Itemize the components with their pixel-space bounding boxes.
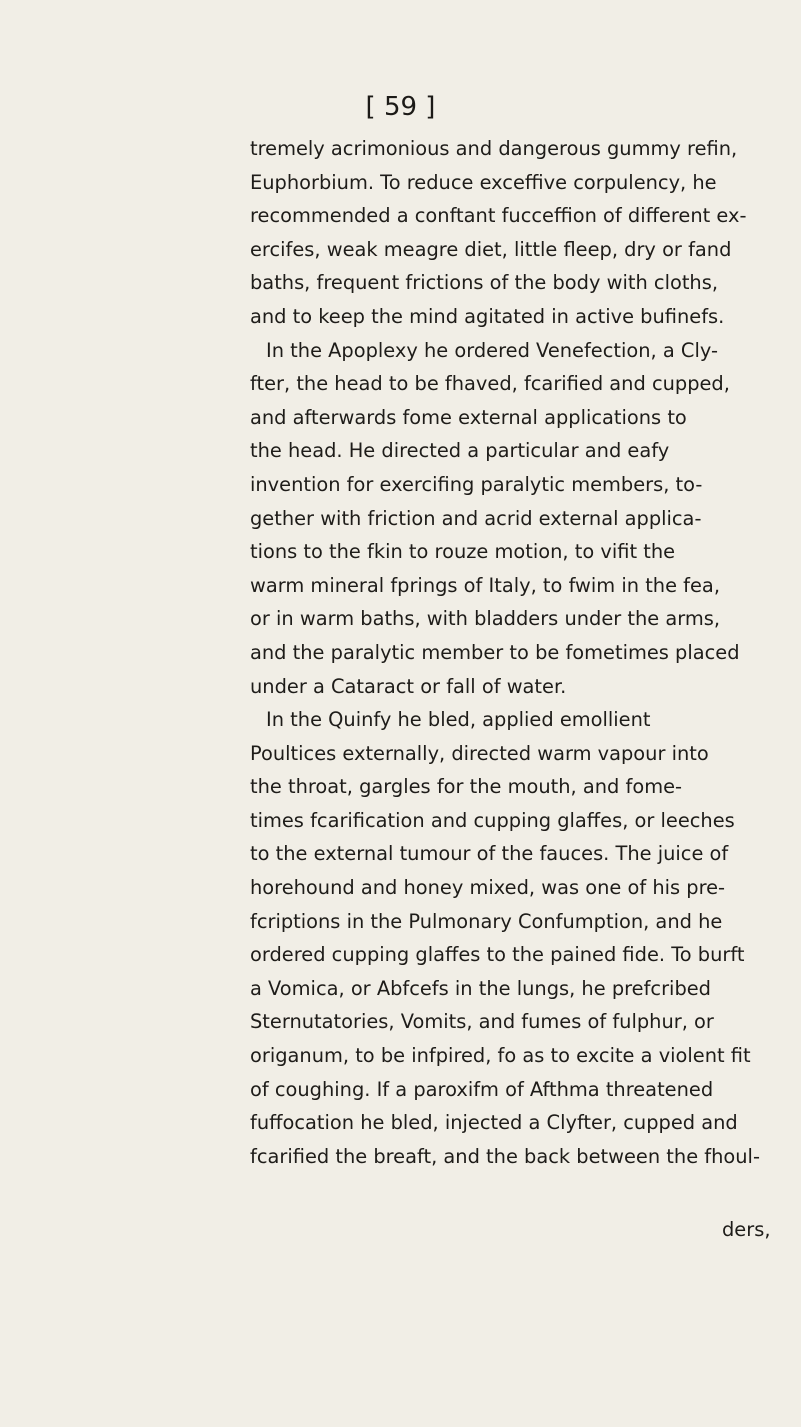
text-line: ordered cupping glaffes to the pained fide. To burft xyxy=(250,943,745,967)
text-line: a Vomica, or Abfcefs in the lungs, he prefcribed xyxy=(250,976,711,1000)
text-line: fcarified the breaft, and the back between the fhoul- xyxy=(250,1144,760,1168)
page-number-header: [ 59 ] xyxy=(365,92,436,122)
text-line: fter, the head to be fhaved, fcarified and cupped, xyxy=(250,372,730,396)
text-line: the throat, gargles for the mouth, and fome- xyxy=(250,775,683,799)
text-line: fcriptions in the Pulmonary Confumption, and he xyxy=(250,909,723,933)
text-line: and to keep the mind agitated in active bufinefs. xyxy=(250,304,725,328)
text-line: to the external tumour of the fauces. The juice of xyxy=(250,842,729,866)
text-line: gether with friction and acrid external applica- xyxy=(250,506,702,530)
text-line: fuffocation he bled, injected a Clyfter, cupped and xyxy=(250,1111,738,1135)
body-text xyxy=(250,132,798,1173)
text-line: warm mineral fprings of Italy, to fwim in the fea, xyxy=(250,573,720,597)
text-line: tions to the fkin to rouze motion, to vifit the xyxy=(250,540,676,564)
text-line: of coughing. If a paroxifm of Afthma threatened xyxy=(250,1077,714,1101)
text-line: and afterwards fome external applications to xyxy=(250,405,687,429)
text-line: and the paralytic member to be fometimes placed xyxy=(250,640,740,664)
text-line: tremely acrimonious and dangerous gummy refin, xyxy=(250,137,738,160)
text-line: Poultices externally, directed warm vapour into xyxy=(250,741,709,765)
text-line: times fcarification and cupping glaffes, or leeches xyxy=(250,808,735,832)
text-line: Sternutatories, Vomits, and fumes of fulphur, or xyxy=(250,1010,714,1034)
catchword: ders, xyxy=(722,1218,771,1241)
text-line: origanum, to be infpired, fo as to excite a violent fit xyxy=(250,1044,751,1068)
text-line: invention for exercifing paralytic members, to- xyxy=(250,472,703,496)
text-line: In the Apoplexy he ordered Venefection, a Cly- xyxy=(266,338,718,362)
text-line: horehound and honey mixed, was one of his pre- xyxy=(250,876,726,900)
text-line: In the Quinfy he bled, applied emollient xyxy=(266,708,651,732)
text-line: or in warm baths, with bladders under the arms, xyxy=(250,607,721,631)
text-line: the head. He directed a particular and eafy xyxy=(250,439,670,463)
text-line: recommended a conftant fucceffion of different ex- xyxy=(250,204,747,228)
text-line: ercifes, weak meagre diet, little fleep, dry or fand xyxy=(250,237,732,261)
text-line: Euphorbium. To reduce exceffive corpulency, he xyxy=(250,170,717,194)
text-line: baths, frequent frictions of the body with cloths, xyxy=(250,271,718,295)
text-line: under a Cataract or fall of water. xyxy=(250,674,567,698)
